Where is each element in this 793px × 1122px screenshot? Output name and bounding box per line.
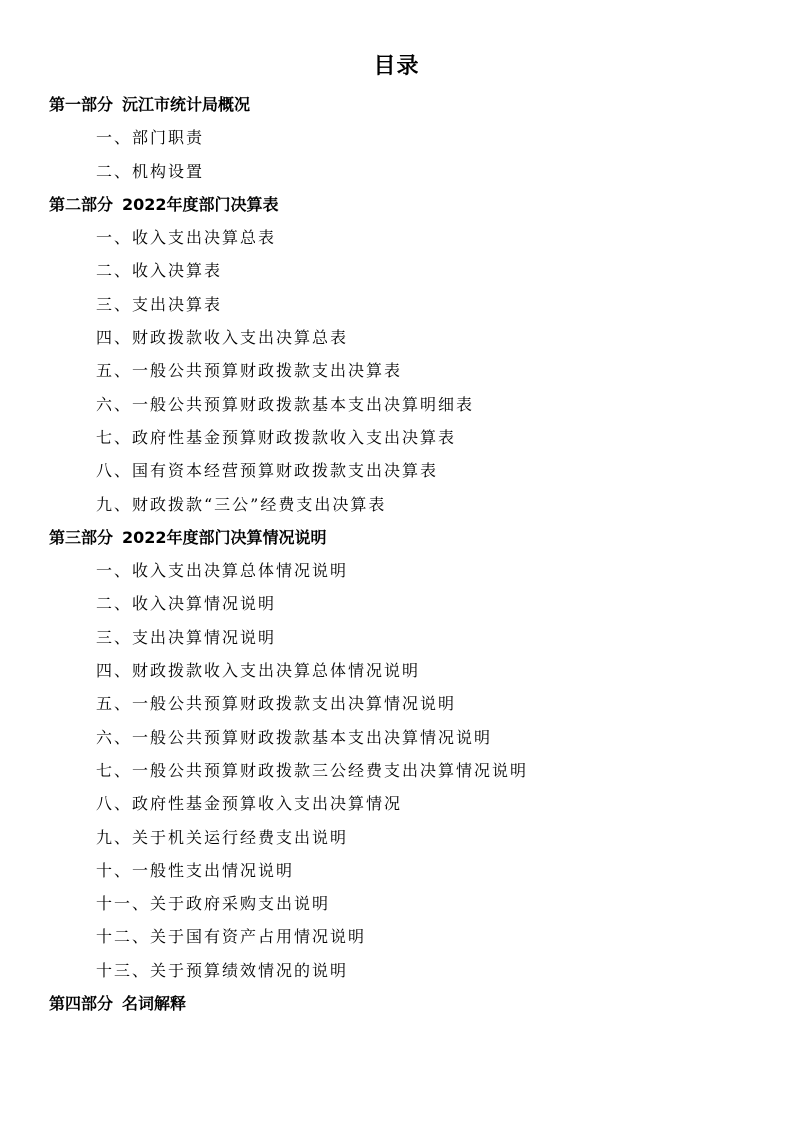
toc-item-text: 二、收入决算表 xyxy=(96,261,223,281)
toc-item xyxy=(0,288,793,321)
toc-item-text: 八、国有资本经营预算财政拨款支出决算表 xyxy=(96,461,439,481)
toc-part-title: 名词解释 xyxy=(122,994,187,1014)
table-of-contents xyxy=(0,88,793,1020)
toc-part-heading xyxy=(0,88,793,121)
toc-item-text: 五、一般公共预算财政拨款支出决算情况说明 xyxy=(96,694,457,714)
toc-item xyxy=(0,654,793,687)
toc-item xyxy=(0,920,793,953)
toc-item xyxy=(0,488,793,521)
toc-part-heading xyxy=(0,987,793,1020)
toc-item xyxy=(0,787,793,820)
toc-item-text: 十二、关于国有资产占用情况说明 xyxy=(96,927,367,947)
toc-item xyxy=(0,587,793,620)
toc-item xyxy=(0,887,793,920)
toc-item-text: 十三、关于预算绩效情况的说明 xyxy=(96,960,349,980)
page-title: 目录 xyxy=(373,54,420,79)
toc-item xyxy=(0,388,793,421)
toc-item xyxy=(0,254,793,287)
toc-item xyxy=(0,155,793,188)
toc-part-title: 2022年度部门决算表 xyxy=(122,194,279,214)
toc-item-text: 六、一般公共预算财政拨款基本支出决算明细表 xyxy=(96,394,475,414)
toc-item xyxy=(0,454,793,487)
toc-part-number: 第三部分 xyxy=(49,527,114,547)
toc-item-text: 三、支出决算情况说明 xyxy=(96,627,277,647)
toc-item-text: 九、财政拨款“三公”经费支出决算表 xyxy=(96,494,387,514)
toc-part-heading xyxy=(0,521,793,554)
toc-item xyxy=(0,754,793,787)
toc-item-text: 一、收入支出决算总体情况说明 xyxy=(96,561,349,581)
toc-item-text: 一、收入支出决算总表 xyxy=(96,228,277,248)
toc-item xyxy=(0,687,793,720)
toc-item-text: 二、机构设置 xyxy=(96,161,205,181)
toc-part-number: 第一部分 xyxy=(49,95,114,114)
toc-part-title: 2022年度部门决算情况说明 xyxy=(122,527,327,547)
toc-part-heading xyxy=(0,188,793,221)
toc-item xyxy=(0,354,793,387)
toc-item-text: 四、财政拨款收入支出决算总表 xyxy=(96,328,349,348)
toc-item-text: 三、支出决算表 xyxy=(96,294,223,314)
toc-item-text: 六、一般公共预算财政拨款基本支出决算情况说明 xyxy=(96,727,493,747)
toc-item xyxy=(0,221,793,254)
toc-item-text: 七、政府性基金预算财政拨款收入支出决算表 xyxy=(96,427,457,447)
toc-item-text: 一、部门职责 xyxy=(96,128,205,148)
toc-item xyxy=(0,854,793,887)
toc-item-text: 八、政府性基金预算收入支出决算情况 xyxy=(96,794,403,814)
toc-part-title: 沅江市统计局概况 xyxy=(122,95,251,114)
toc-item xyxy=(0,954,793,987)
toc-part-number: 第四部分 xyxy=(49,994,114,1014)
toc-item xyxy=(0,621,793,654)
toc-item-text: 十、一般性支出情况说明 xyxy=(96,860,295,880)
toc-item xyxy=(0,121,793,154)
toc-item-text: 五、一般公共预算财政拨款支出决算表 xyxy=(96,361,403,381)
toc-item-text: 二、收入决算情况说明 xyxy=(96,594,277,614)
toc-item-text: 十一、关于政府采购支出说明 xyxy=(96,894,331,914)
toc-item xyxy=(0,421,793,454)
toc-item xyxy=(0,721,793,754)
toc-item xyxy=(0,321,793,354)
toc-item xyxy=(0,554,793,587)
toc-part-number: 第二部分 xyxy=(49,194,114,214)
toc-item-text: 九、关于机关运行经费支出说明 xyxy=(96,827,349,847)
toc-item-text: 七、一般公共预算财政拨款三公经费支出决算情况说明 xyxy=(96,760,529,780)
toc-item-text: 四、财政拨款收入支出决算总体情况说明 xyxy=(96,661,421,681)
toc-item xyxy=(0,821,793,854)
